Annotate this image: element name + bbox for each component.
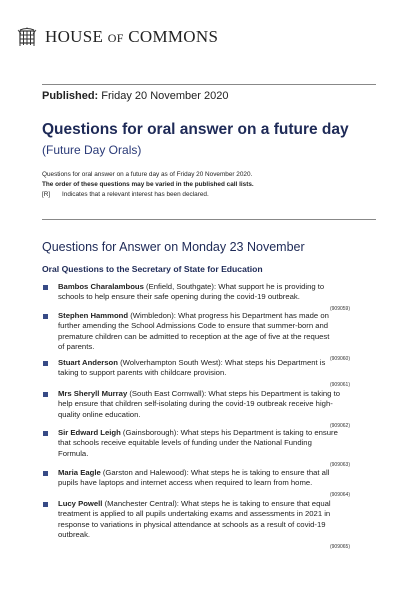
question-line-text: What steps he is taking to ensure that equal <box>181 499 331 508</box>
intro-notes <box>42 170 362 200</box>
question-reference: (909060) <box>329 355 350 362</box>
question-text <box>58 499 354 550</box>
question-reference: (909059) <box>329 305 350 312</box>
section-divider <box>42 219 376 220</box>
bullet-icon <box>43 392 48 397</box>
document-title: Questions for oral answer on a future day <box>42 121 349 138</box>
member-name: Stephen Hammond <box>58 311 129 320</box>
question-line-text: What support he is providing to <box>218 282 325 291</box>
question-line-text: What steps his Department is <box>224 358 326 367</box>
member-name: Mrs Sheryll Murray <box>58 389 128 398</box>
member-name: Bambos Charalambous <box>58 282 144 291</box>
member-constituency: (South East Cornwall): <box>127 389 209 398</box>
question-text <box>58 428 354 469</box>
question-text <box>58 389 354 430</box>
interest-marker: [R] <box>42 191 51 198</box>
question-line <box>58 468 354 478</box>
bullet-icon <box>43 285 48 290</box>
bullet-icon <box>43 502 48 507</box>
question-line: premature children can be admitted to reception at the age of five at the request <box>58 331 330 341</box>
published-label: Published: <box>42 90 99 102</box>
question-reference: (909065) <box>329 543 350 550</box>
member-constituency: (Garston and Halewood): <box>100 468 191 477</box>
published-date-value: Friday 20 November 2020 <box>101 90 229 102</box>
document-subtitle: (Future Day Orals) <box>42 143 142 157</box>
published-date <box>42 90 228 102</box>
question-text <box>58 282 354 312</box>
question-line: of parents. <box>58 342 95 352</box>
question-line-text: What progress his Department has made on <box>178 311 329 320</box>
intro-order-note: The order of these questions may be varied in the published call lists. <box>42 181 254 188</box>
question-line <box>58 311 354 321</box>
question-line: quality online education. <box>58 409 141 419</box>
question-line: outbreak. <box>58 530 91 540</box>
question-line-text: What steps he is taking to ensure that all <box>190 468 330 477</box>
question-line: treatment is applied to all pupils undertaking exams and assessments in 2021 in <box>58 509 331 519</box>
member-constituency: (Gainsborough): <box>120 428 181 437</box>
member-constituency: (Manchester Central): <box>102 499 182 508</box>
question-text <box>58 311 354 362</box>
intro-line: Questions for oral answer on a future day as of Friday 20 November 2020. <box>42 171 253 178</box>
bullet-icon <box>43 314 48 319</box>
house-of-commons-header <box>17 26 218 48</box>
question-reference: (909063) <box>329 462 350 469</box>
question-line <box>58 358 354 368</box>
member-name: Lucy Powell <box>58 499 103 508</box>
top-divider <box>42 84 376 85</box>
question-line <box>58 428 354 438</box>
member-name: Stuart Anderson <box>58 358 118 367</box>
question-line: help ensure that children self-isolating during the covid-19 outbreak receive high- <box>58 399 333 409</box>
bullet-icon <box>43 431 48 436</box>
question-text <box>58 468 354 498</box>
question-line: taking to support parents with childcare provision. <box>58 368 227 378</box>
member-constituency: (Enfield, Southgate): <box>143 282 219 291</box>
question-line <box>58 499 354 509</box>
member-constituency: (Wimbledon): <box>128 311 179 320</box>
question-line-text: What steps his Department is taking to ensure <box>180 428 338 437</box>
question-line: pupils have laptops and internet access when required to learn from home. <box>58 478 313 488</box>
member-constituency: (Wolverhampton South West): <box>117 358 225 367</box>
question-line: response to variations in physical attendance at schools as a result of covid-19 <box>58 519 326 529</box>
bullet-icon <box>43 471 48 476</box>
department-heading: Oral Questions to the Secretary of State for Education <box>42 264 263 274</box>
member-name: Sir Edward Leigh <box>58 428 121 437</box>
question-line <box>58 282 354 292</box>
bullet-icon <box>43 361 48 366</box>
interest-marker-note <box>42 190 362 200</box>
question-line: schools to help ensure their safe opening during the covid-19 outbreak. <box>58 292 300 302</box>
question-line: Formula. <box>58 448 89 458</box>
question-reference: (909061) <box>329 381 350 388</box>
portcullis-logo-icon <box>17 26 37 48</box>
question-reference: (909064) <box>329 491 350 498</box>
house-of-commons-wordmark: HOUSE OF COMMONS <box>45 27 219 46</box>
member-name: Maria Eagle <box>58 468 101 477</box>
question-line: further amending the School Admissions Code to ensure that summer-born and <box>58 321 329 331</box>
question-reference: (909062) <box>329 423 350 430</box>
question-line: that schools receive equitable levels of funding under the National Funding <box>58 438 312 448</box>
question-text <box>58 358 354 388</box>
question-line-text: What steps his Department is taking to <box>208 389 341 398</box>
question-line <box>58 389 354 399</box>
section-heading: Questions for Answer on Monday 23 November <box>42 240 305 254</box>
interest-marker-text: Indicates that a relevant interest has been declared. <box>62 191 209 198</box>
